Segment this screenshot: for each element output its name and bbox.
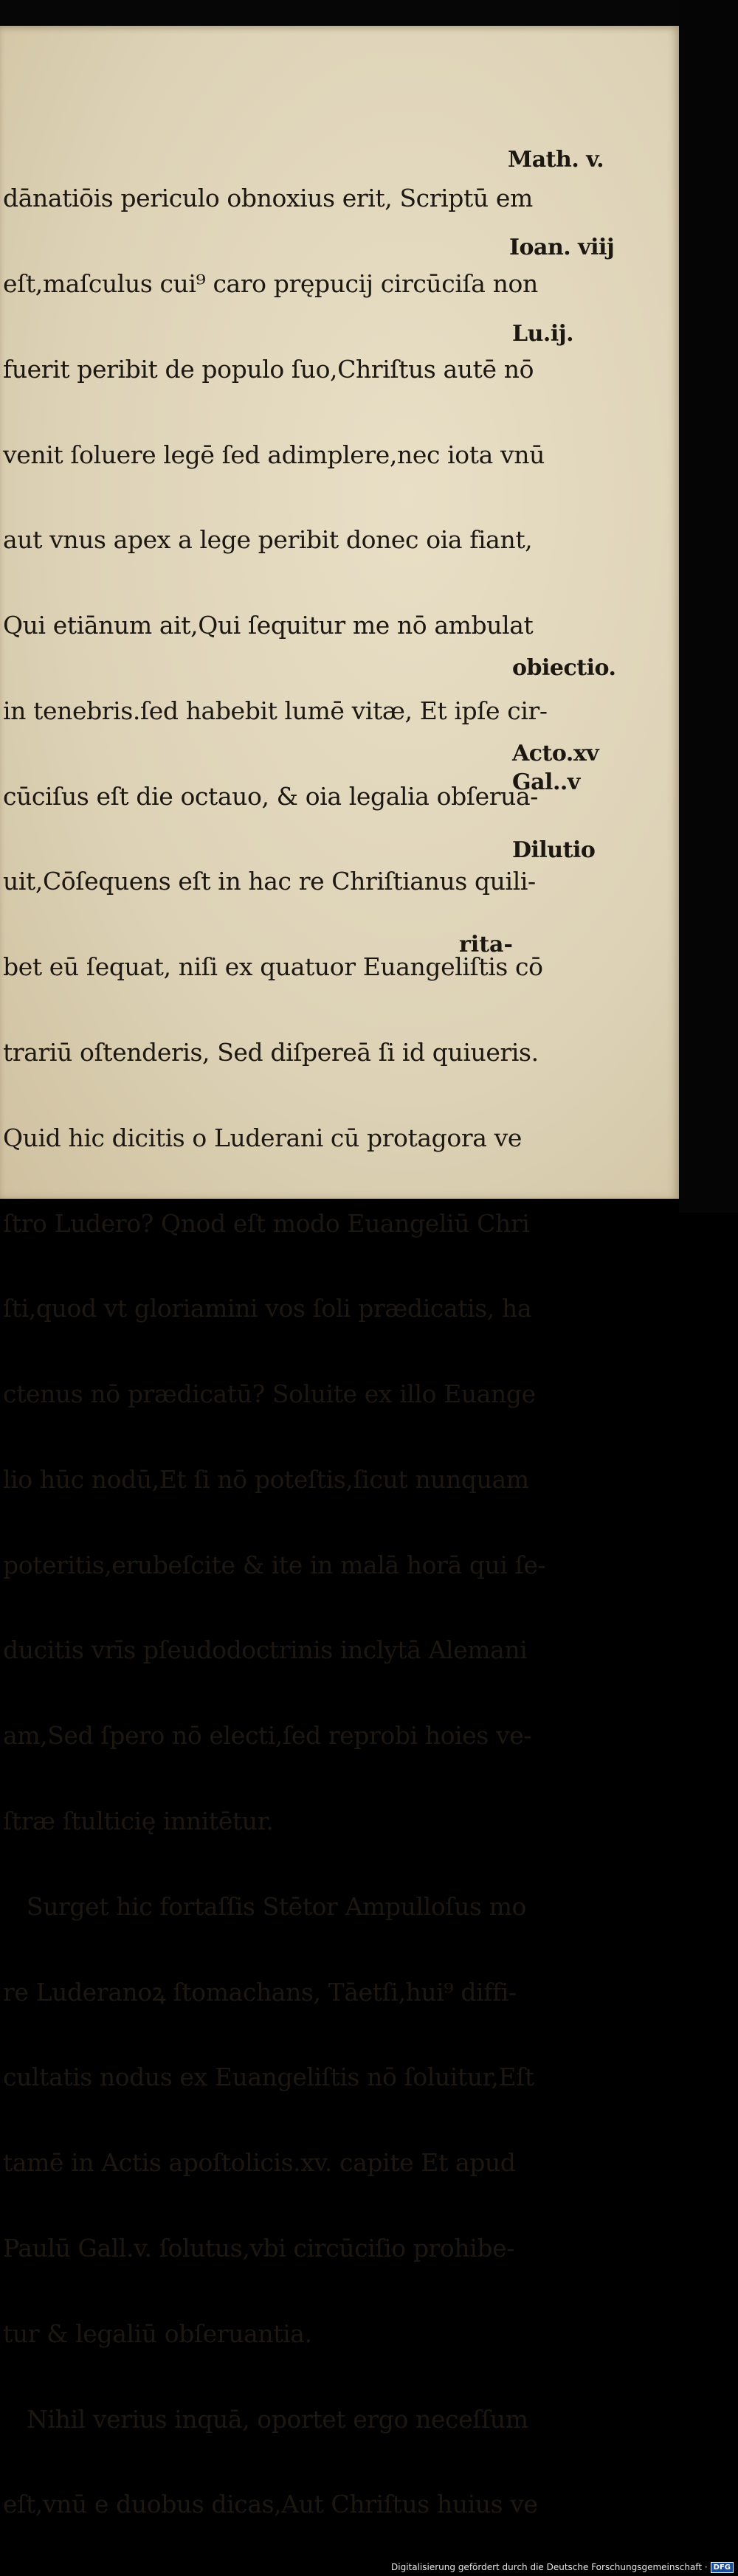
text-line: cūciſus eſt die octauo, & oia legalia obſerua- (3, 781, 539, 811)
text-line: ſtro Ludero? Qnod eſt modo Euangeliū Chri (3, 1208, 530, 1238)
text-line: fuerit peribit de populo ſuo,Chriſtus autē nō (3, 354, 534, 384)
text-line: cultatis nodus ex Euangeliſtis nō ſoluitur,Eſt (3, 2063, 534, 2092)
text-line: Quid hic dicitis o Luderani cū protagora ve (3, 1123, 522, 1152)
text-line: Surget hic fortaſſis Stētor Ampulloſus mo (27, 1891, 526, 1921)
text-line: am,Sed ſpero nō electi,ſed reprobi hoies ve- (3, 1721, 532, 1751)
margin-note-obiectio: obiectio. (512, 655, 616, 681)
text-line: dānatiōis periculo obnoxius erit, Scriptū em (3, 184, 533, 213)
text-line: venit ſoluere legē ſed adimplere,nec iota vnū (3, 440, 545, 469)
margin-note-ioan: Ioan. viij (509, 235, 615, 260)
text-line: in tenebris.ſed habebit lumē vitæ, Et ipſe cir- (3, 696, 548, 725)
footer-credit: Digitalisierung gefördert durch die Deutsche Forschungsgemeinschaft · (391, 2562, 708, 2572)
text-line: trariū oſtenderis, Sed diſpereā ſi id quiueris. (3, 1038, 539, 1067)
scan-right-border (679, 0, 738, 1213)
text-line: poteritis,erubeſcite & ite in malā horā qui ſe- (3, 1550, 546, 1579)
margin-note-lu: Lu.ij. (512, 321, 574, 347)
dfg-logo-icon: DFG (711, 2562, 734, 2573)
scan-top-border (0, 0, 738, 26)
text-line: aut vnus apex a lege peribit donec oia fiant, (3, 525, 533, 555)
text-line: tur & legaliū obſeruantia. (3, 2319, 312, 2348)
text-line: tamē in Actis apoſtolicis.xv. capite Et apud (3, 2148, 516, 2178)
text-line: Paulū Gall.v. ſolutus,vbi circūciſio prohibe- (3, 2233, 515, 2262)
book-page (0, 26, 679, 2519)
text-line: ctenus nō prædicatū? Soluite ex illo Euange (3, 1379, 536, 1409)
digitization-footer (391, 2560, 734, 2575)
text-line: lio hūc nodū,Et ſi nō poteſtis,ſicut nunquam (3, 1464, 529, 1494)
text-line: uit,Cōſequens eſt in hac re Chriſtianus quili- (3, 867, 536, 896)
text-line: ſtræ ſtulticię innitētur. (3, 1807, 274, 1836)
text-line: Qui etiānum ait,Qui ſequitur me nō ambulat (3, 611, 534, 640)
text-line: eſt,vnū e duobus dicas,Aut Chriſtus huius ve (3, 2490, 538, 2519)
catchword: rita- (459, 932, 513, 958)
margin-note-math: Math. v. (508, 147, 604, 173)
margin-note-dilutio: Dilutio (512, 837, 596, 863)
text-line: re Luderanoꝝ ſtomachans, Tāetſi,hui⁹ diffi- (3, 1977, 517, 2007)
text-line: eſt,maſculus cui⁹ caro prępucij circūciſa non (3, 269, 538, 298)
text-line: ſti,quod vt gloriamini vos ſoli prædicatis, ha (3, 1294, 532, 1323)
margin-note-acto: Acto.xv (512, 741, 599, 766)
margin-notes (0, 26, 679, 1199)
text-line: ducitis vrīs pſeudodoctrinis inclytā Alemani (3, 1635, 528, 1665)
text-line: bet eū ſequat, niſi ex quatuor Euangeliſtis cō (3, 952, 543, 982)
margin-note-gal: Gal..v (512, 769, 580, 795)
text-line: Nihil verius inquā, oportet ergo neceſſum (27, 2404, 528, 2434)
